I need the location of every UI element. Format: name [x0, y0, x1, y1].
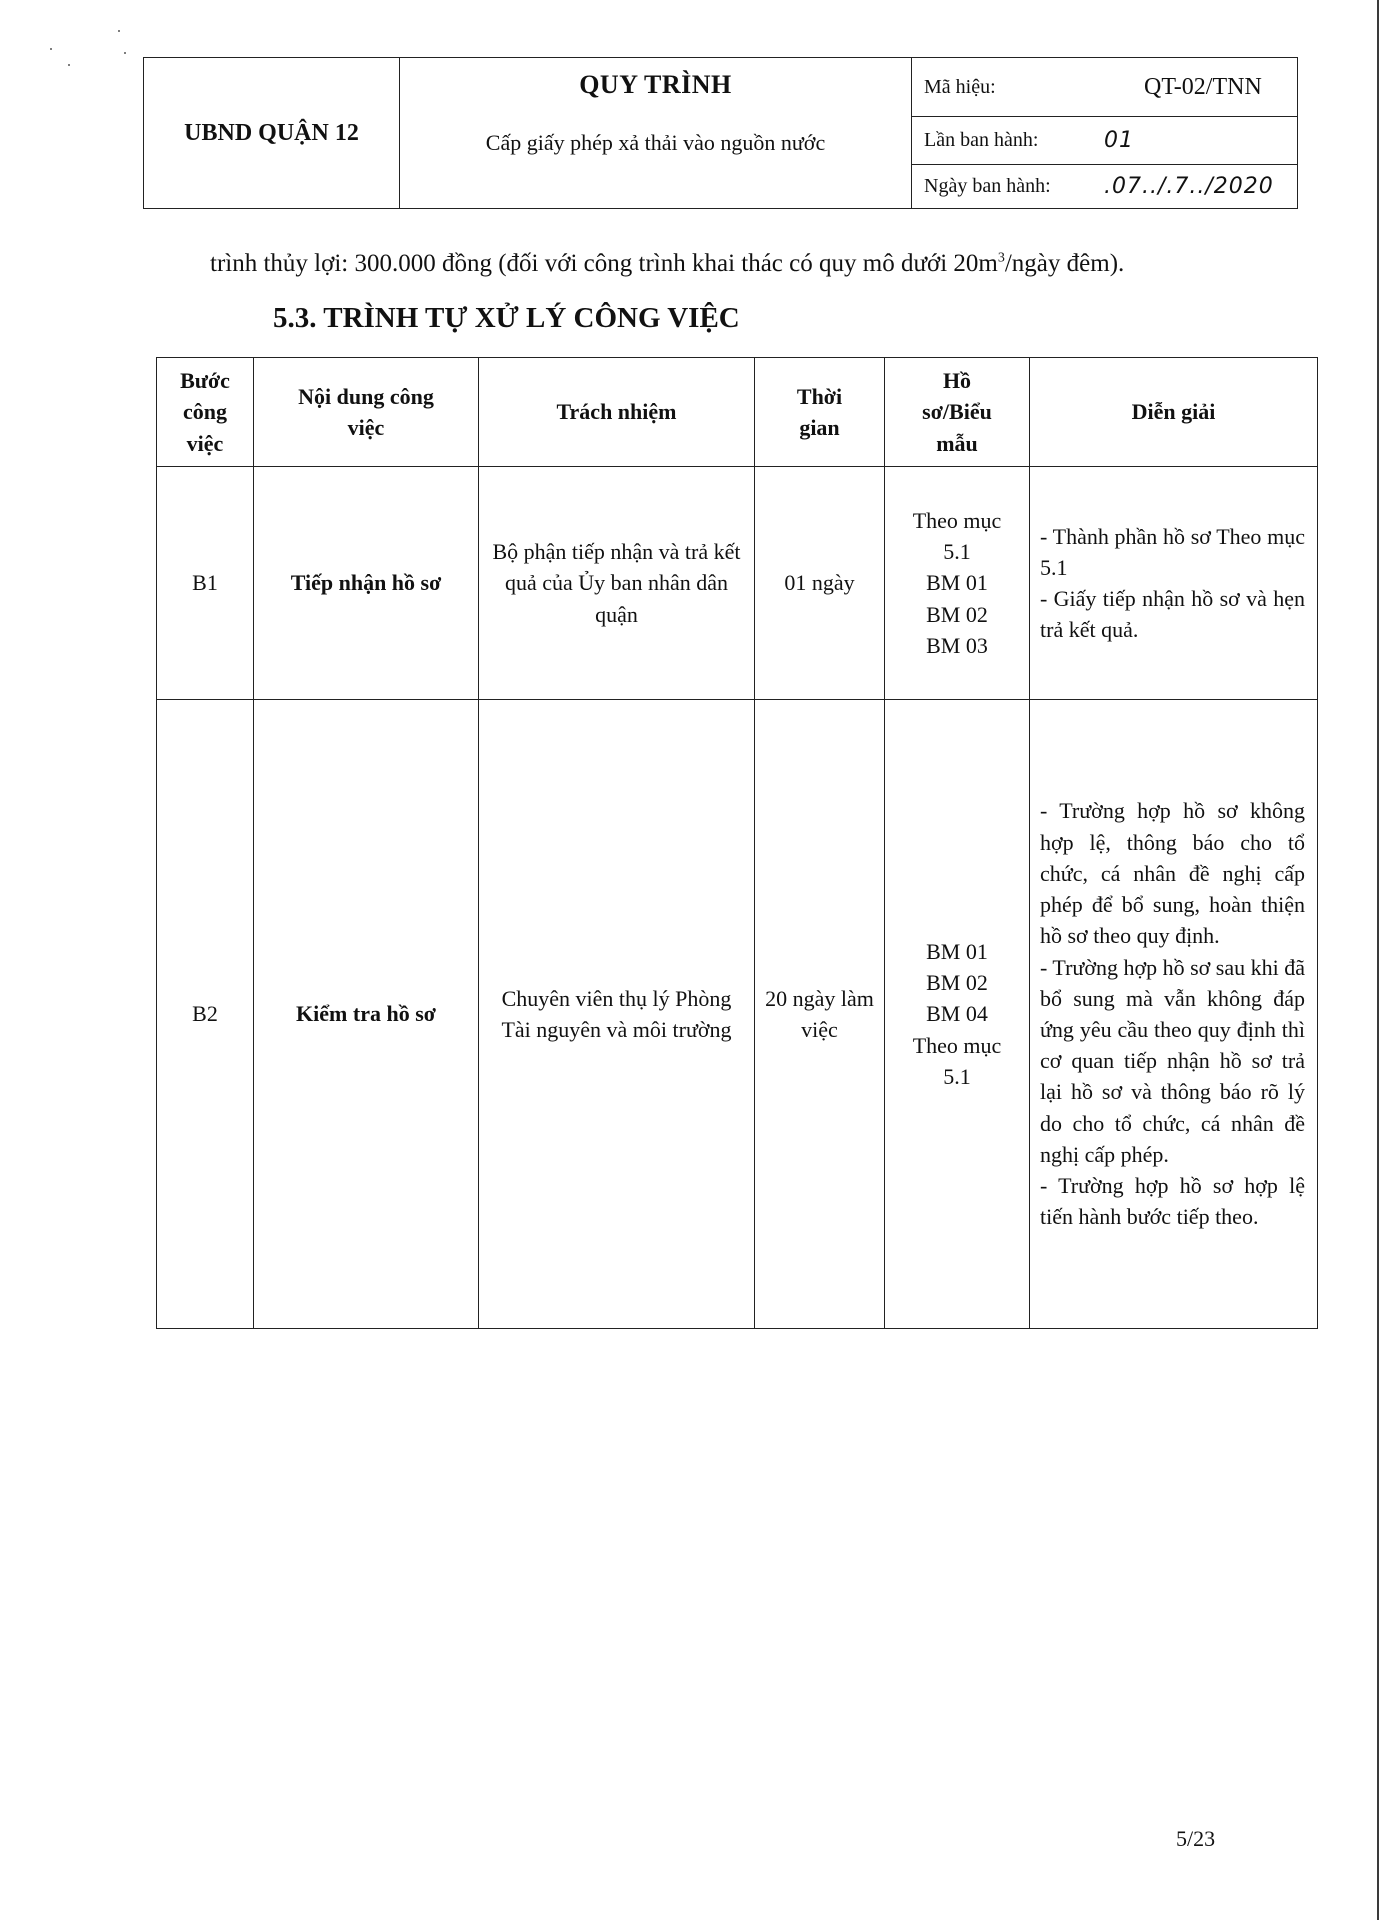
forms-cell: BM 01 BM 02 BM 04 Theo mục 5.1 — [885, 700, 1030, 1329]
document-header — [143, 57, 1298, 209]
header-step: Bước công việc — [157, 358, 254, 467]
header-time: Thời gian — [755, 358, 885, 467]
continuation-text-after: /ngày đêm). — [1004, 250, 1125, 277]
section-title: 5.3. TRÌNH TỰ XỬ LÝ CÔNG VIỆC — [273, 302, 740, 334]
date-value: .07../.7../2020 — [1104, 174, 1274, 199]
organization-name: UBND QUẬN 12 — [144, 58, 400, 208]
issue-value: 01 — [1104, 128, 1134, 153]
time-cell: 01 ngày — [755, 467, 885, 700]
continuation-superscript: 3 — [997, 250, 1005, 266]
forms-cell: Theo mục 5.1 BM 01 BM 02 BM 03 — [885, 467, 1030, 700]
header-title-block — [400, 58, 912, 208]
date-label: Ngày ban hành: — [924, 175, 1051, 197]
step-cell: B2 — [157, 700, 254, 1329]
content-cell: Kiểm tra hồ sơ — [254, 700, 479, 1329]
process-table — [156, 357, 1318, 1329]
header-description: Diễn giải — [1030, 358, 1318, 467]
fee-continuation-text — [210, 250, 1124, 278]
issue-label: Lần ban hành: — [924, 129, 1039, 151]
code-value: QT-02/TNN — [1144, 73, 1262, 100]
time-cell: 20 ngày làm việc — [755, 700, 885, 1329]
code-label: Mã hiệu: — [924, 75, 996, 98]
document-subject: Cấp giấy phép xả thải vào nguồn nước — [485, 130, 826, 155]
step-cell: B1 — [157, 467, 254, 700]
description-cell: - Thành phần hồ sơ Theo mục 5.1 - Giấy tiếp nhận hồ sơ và hẹn trả kết quả. — [1030, 467, 1318, 700]
header-responsibility: Trách nhiệm — [479, 358, 755, 467]
header-meta — [912, 58, 1297, 208]
code-row — [912, 58, 1297, 116]
table-row — [157, 700, 1318, 1329]
page-edge-line — [1377, 0, 1379, 1920]
header-forms: Hồ sơ/Biểu mẫu — [885, 358, 1030, 467]
responsibility-cell: Chuyên viên thụ lý Phòng Tài nguyên và môi trường — [479, 700, 755, 1329]
scan-specks — [40, 20, 160, 80]
table-row — [157, 467, 1318, 700]
document-type: QUY TRÌNH — [579, 70, 732, 99]
content-cell: Tiếp nhận hồ sơ — [254, 467, 479, 700]
issue-row — [912, 116, 1297, 164]
table-header-row — [157, 358, 1318, 467]
continuation-text-before: trình thủy lợi: 300.000 đồng (đối với công trình khai thác có quy mô dưới 20m — [210, 250, 998, 277]
date-row — [912, 164, 1297, 208]
description-cell: - Trường hợp hồ sơ không hợp lệ, thông báo cho tổ chức, cá nhân đề nghị cấp phép để bổ sung, hoàn thiện hồ sơ theo quy định. - Trường hợp hồ sơ sau khi đã bổ sung mà vẫn không đáp ứng yêu cầu theo quy định thì cơ quan tiếp nhận hồ sơ trả lại hồ sơ và thông báo rõ lý do cho tổ chức, cá nhân đề nghị cấp phép. - Trường hợp hồ sơ hợp lệ tiến hành bước tiếp theo. — [1030, 700, 1318, 1329]
page-number: 5/23 — [1176, 1826, 1216, 1851]
header-content: Nội dung công việc — [254, 358, 479, 467]
responsibility-cell: Bộ phận tiếp nhận và trả kết quả của Ủy ban nhân dân quận — [479, 467, 755, 700]
